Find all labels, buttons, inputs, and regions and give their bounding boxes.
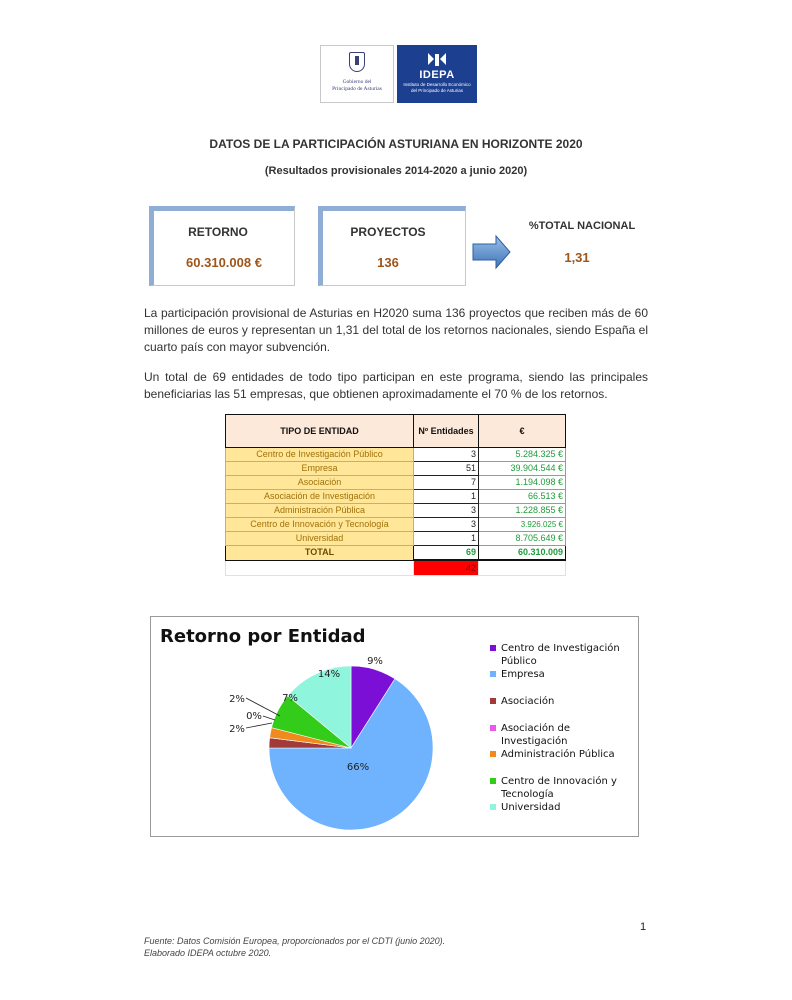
header-tipo: TIPO DE ENTIDAD [226,415,414,448]
intro-paragraph: La participación provisional de Asturias en H2020 suma 136 proyectos que reciben más de 60 millones de euros y representan un 1,31 del total de los retornos nacionales, siendo España el cuarto país con mayor subvención. [144,306,648,354]
legend-label: Centro de Investigación Público [501,643,620,667]
total-entidades: 69 [414,546,479,561]
kpi-proyectos-value: 136 [377,255,399,270]
table-row [226,462,566,476]
cell-euros: 1.194.098 € [479,476,566,490]
cell-euros: 39.904.544 € [479,462,566,476]
legend-item [490,695,635,708]
table-row [226,476,566,490]
cell-entidades: 1 [414,532,479,546]
highlight-cell: 42 [414,560,479,576]
gov-logo-line-2: Principado de Asturias [332,86,382,92]
entity-table [225,414,566,576]
legend-item [490,748,635,761]
cell-tipo: Asociación [226,476,414,490]
kpi-total-nacional-label: %TOTAL NACIONAL [528,220,636,232]
table-header-row [226,415,566,448]
empty-cell [226,560,414,576]
cell-entidades: 1 [414,490,479,504]
kpi-retorno [149,206,295,286]
table-row [226,532,566,546]
legend-swatch [490,725,496,731]
cell-euros: 3.926.025 € [479,518,566,532]
legend-swatch [490,804,496,810]
gov-logo-line-1: Gobierno del [342,79,372,85]
legend-swatch [490,645,496,651]
legend-label: Asociación [501,696,555,707]
legend-item [490,722,635,748]
legend-item [490,642,635,668]
data-label: 66% [346,762,370,773]
cell-entidades: 51 [414,462,479,476]
footer-line-2: Elaborado IDEPA octubre 2020. [144,948,272,958]
page-title: DATOS DE LA PARTICIPACIÓN ASTURIANA EN HORIZONTE 2020 [209,137,583,151]
data-label: 2% [229,694,245,705]
cell-tipo: Empresa [226,462,414,476]
idepa-subtitle [401,82,473,94]
total-label: TOTAL [226,546,414,561]
cell-tipo: Asociación de Investigación [226,490,414,504]
page-subtitle: (Resultados provisionales 2014-2020 a junio 2020) [264,165,528,177]
legend-item [490,775,635,801]
cell-tipo: Universidad [226,532,414,546]
cell-euros: 66.513 € [479,490,566,504]
header-entidades: Nº Entidades [414,415,479,448]
data-label: 14% [317,669,341,680]
label-leader-line [263,716,275,720]
table-extra-row [226,560,566,576]
kpi-total-nacional-value: 1,31 [564,250,590,265]
legend-label: Universidad [501,802,561,813]
gobierno-asturias-logo [320,45,394,103]
kpi-proyectos [318,206,466,286]
legend-label: Centro de Innovación y Tecnología [501,776,617,800]
legend-label: Asociación de Investigación [501,723,570,747]
empty-cell [479,560,566,576]
cell-entidades: 7 [414,476,479,490]
cell-euros: 1.228.855 € [479,504,566,518]
cell-entidades: 3 [414,518,479,532]
legend-label: Administración Pública [501,749,615,760]
header-euros: € [479,415,566,448]
pie-chart [150,616,490,837]
data-label: 2% [229,724,245,735]
footer-note [144,935,445,959]
footer-line-1: Fuente: Datos Comisión Europea, proporcionados por el CDTI (junio 2020). [144,936,446,946]
kpi-total-nacional [512,206,652,286]
shield-icon [349,52,365,72]
table-row [226,518,566,532]
legend-swatch [490,751,496,757]
idepa-subtitle-line-2: del Principado de Asturias [410,88,464,93]
cell-entidades: 3 [414,504,479,518]
idepa-name: IDEPA [419,69,455,81]
data-label: 0% [246,711,262,722]
legend-swatch [490,698,496,704]
label-leader-line [246,723,272,728]
kpi-retorno-value: 60.310.008 € [186,255,262,270]
legend-item [490,801,635,814]
idepa-mark-icon [427,52,447,68]
cell-euros: 5.284.325 € [479,448,566,462]
legend-swatch [490,671,496,677]
idepa-logo [397,45,477,103]
entities-paragraph: Un total de 69 entidades de todo tipo participan en este programa, siendo las principales beneficiarias las 51 empresas, que obtienen aproximadamente el 70 % de los retornos. [144,370,648,401]
data-label: 7% [282,693,298,704]
chart-legend [490,642,635,814]
kpi-retorno-label: RETORNO [188,225,248,239]
cell-tipo: Centro de Innovación y Tecnología [226,518,414,532]
total-euros: 60.310.009 [479,546,566,561]
cell-entidades: 3 [414,448,479,462]
cell-euros: 8.705.649 € [479,532,566,546]
page-number: 1 [640,921,647,933]
idepa-subtitle-line-1: Instituto de Desarrollo Económico [403,82,471,87]
legend-swatch [490,778,496,784]
cell-tipo: Administración Pública [226,504,414,518]
gov-logo-text [321,79,393,93]
cell-tipo: Centro de Investigación Público [226,448,414,462]
table-row [226,504,566,518]
data-label: 9% [367,656,383,667]
arrow-right-icon [472,234,512,270]
legend-label: Empresa [501,669,545,680]
table-total-row [226,546,566,561]
kpi-proyectos-label: PROYECTOS [350,225,426,239]
chart-title: Retorno por Entidad [160,626,366,647]
legend-item [490,668,635,681]
table-row [226,448,566,462]
table-row [226,490,566,504]
